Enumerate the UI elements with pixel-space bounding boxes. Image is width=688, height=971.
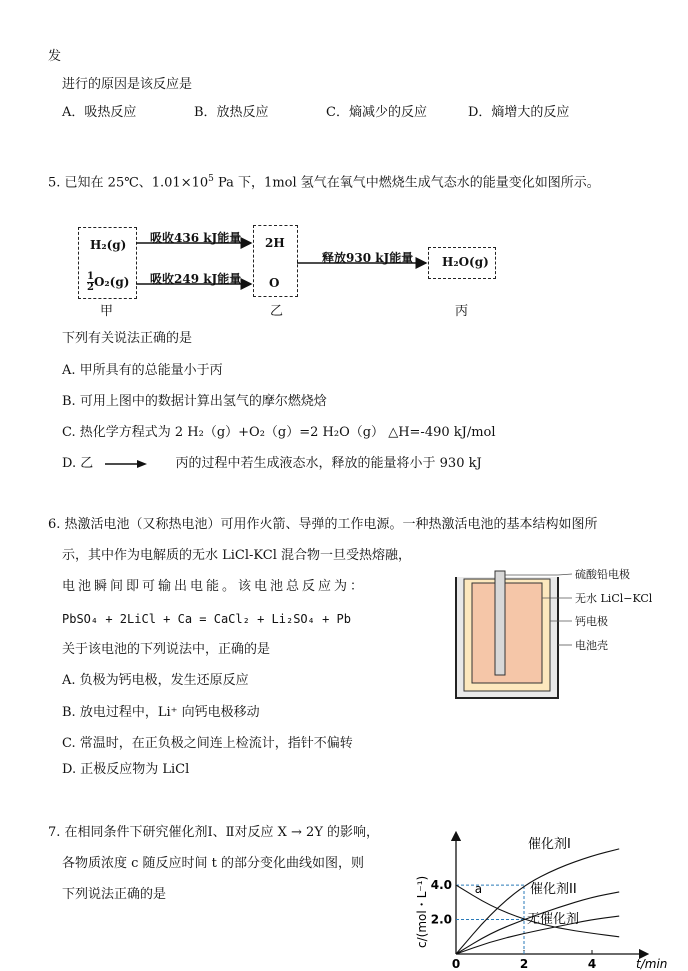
q5-option-c: C. 热化学方程式为 2 H₂（g）+O₂（g）=2 H₂O（g） △H=-490 kJ/mol (62, 425, 496, 440)
q6-option-b: B. 放电过程中，Li⁺ 向钙电极移动 (62, 705, 260, 720)
option-d: D．熵增大的反应 (468, 105, 570, 120)
question-reason: 进行的原因是该反应是 (62, 77, 193, 92)
q5-stem-post: Pa 下，1mol 氢气在氧气中燃烧生成气态水的能量变化如图所示。 (213, 175, 600, 191)
option-c: C．熵减少的反应 (326, 105, 427, 120)
x-tick-label: 4 (587, 957, 597, 971)
q5-stem-pre: 5. 已知在 25℃、1.01×10 (48, 175, 209, 191)
label-battery-shell: 电池壳 (575, 639, 608, 652)
q5-option-d-post: 丙的过程中若生成液态水，释放的能量将小于 930 kJ (175, 456, 482, 471)
label-yi: 乙 (270, 304, 284, 319)
fragment-text: 发 (48, 49, 62, 64)
h2o-label: H₂O(g) (442, 255, 489, 269)
fraction-num: 1 (87, 271, 94, 282)
2h-label: 2H (265, 236, 285, 250)
q6-question: 关于该电池的下列说法中，正确的是 (62, 642, 271, 657)
q6-option-c: C. 常温时，在正负极之间连上检流计，指针不偏转 (62, 736, 353, 751)
electrolyte (472, 583, 542, 683)
series-label-0: 催化剂I (528, 837, 571, 852)
q6-line2: 示，其中作为电解质的无水 LiCl-KCl 混合物一旦受热熔融， (62, 548, 412, 563)
annotation-a: a (474, 881, 483, 896)
option-b: B．放热反应 (194, 105, 269, 120)
q6-option-d: D. 正极反应物为 LiCl (62, 762, 190, 777)
absorb-436-label: 吸收436 kJ能量 (150, 231, 242, 245)
label-jia: 甲 (100, 304, 114, 319)
series-line-0 (456, 849, 619, 954)
fraction-den: 2 (87, 282, 94, 293)
chart-labels (415, 836, 667, 971)
series-label-2: 无催化剂 (527, 912, 580, 927)
chart-guides (456, 885, 524, 954)
label-calcium-electrode: 钙电极 (575, 615, 608, 628)
q5-option-a: A. 甲所具有的总能量小于丙 (62, 363, 223, 378)
q7-line3: 下列说法正确的是 (62, 887, 167, 902)
label-pbso4-electrode: 硫酸铅电极 (575, 568, 630, 581)
right-arrow-icon (103, 458, 149, 470)
battery-figure (450, 565, 680, 710)
label-licl-kcl: 无水 LiCl−KCl (575, 592, 653, 605)
q5-option-d-pre: D. 乙 (62, 456, 94, 471)
q6-line1: 6. 热激活电池（又称热电池）可用作火箭、导弹的工作电源。一种热激活电池的基本结构如图所 (48, 517, 598, 532)
option-a: A．吸热反应 (62, 105, 137, 120)
q5-option-d (62, 455, 482, 473)
y-tick-label: 2.0 (430, 912, 452, 927)
o2-text: O₂(g) (93, 275, 130, 289)
q6-option-a: A. 负极为钙电极，发生还原反应 (62, 673, 249, 688)
q7-line1: 7. 在相同条件下研究催化剂Ⅰ、Ⅱ对反应 X → 2Y 的影响， (48, 825, 380, 840)
q6-equation: PbSO₄ + 2LiCl + Ca = CaCl₂ + Li₂SO₄ + Pb (62, 612, 351, 626)
x-tick-label: 0 (451, 957, 461, 971)
release-930-label: 释放930 kJ能量 (322, 251, 414, 265)
h2-label: H₂(g) (90, 238, 127, 252)
concentration-chart (410, 820, 685, 971)
q5-question: 下列有关说法正确的是 (62, 331, 193, 346)
o-label: O (269, 276, 280, 290)
diagram-arrows (0, 0, 688, 320)
q7-line2: 各物质浓度 c 随反应时间 t 的部分变化曲线如图，则 (62, 856, 365, 871)
pbso4-rod (495, 571, 505, 675)
x-tick-label: 2 (519, 957, 529, 971)
label-bing: 丙 (455, 304, 469, 319)
q5-option-b: B. 可用上图中的数据计算出氢气的摩尔燃烧焓 (62, 394, 327, 409)
x-axis-label: t/min (636, 957, 668, 971)
absorb-249-label: 吸收249 kJ能量 (150, 272, 242, 286)
q6-line3: 电池瞬间即可输出电能。该电池总反应为： (62, 579, 367, 594)
series-label-1: 催化剂II (530, 882, 577, 897)
q5-stem-sup: 5 (208, 174, 214, 184)
y-tick-label: 4.0 (430, 878, 452, 893)
y-axis-label: c/(mol・L⁻¹) (415, 875, 429, 948)
chart-series (456, 849, 619, 954)
